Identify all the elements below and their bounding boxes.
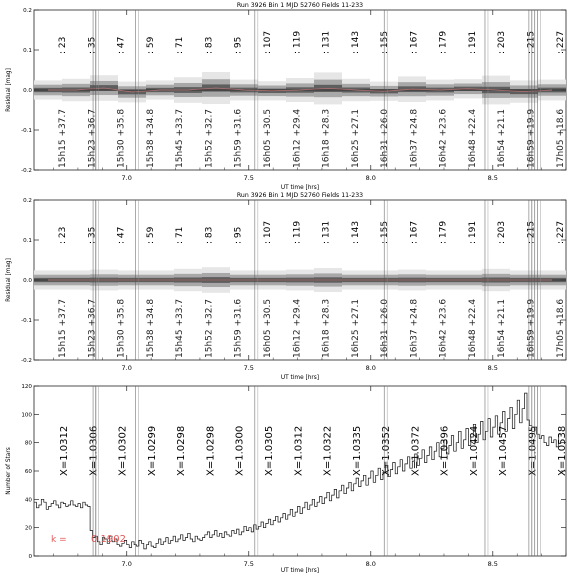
- y-tick-label: -0.2: [21, 168, 32, 174]
- airmass-label: X=1.0302: [117, 425, 129, 476]
- x-tick-label: 7.5: [243, 364, 254, 372]
- y-tick-label: 0.1: [23, 238, 32, 244]
- field-label: : 227: [555, 30, 566, 54]
- y-tick-label: 40: [24, 497, 32, 504]
- field-label: : 23: [57, 226, 68, 244]
- ra-dec-label: 16h25 +27.1: [350, 298, 361, 358]
- field-label: : 95: [233, 226, 244, 244]
- x-axis-label: UT time [hrs]: [280, 375, 320, 381]
- field-label: : 83: [204, 36, 215, 54]
- chart-title: Run 3926 Bin 1 MJD 52760 Fields 11-233: [236, 192, 364, 199]
- k-label: k =: [51, 535, 67, 545]
- panel-2: [6, 192, 566, 381]
- airmass-label: X=1.0300: [234, 425, 246, 476]
- y-axis-label: Residual [mag]: [6, 68, 12, 112]
- ra-dec-label: 16h48 +22.4: [467, 298, 478, 358]
- x-tick-label: 8.0: [365, 364, 376, 372]
- field-label: : 107: [262, 30, 273, 54]
- y-axis-label: Number of Stars: [6, 447, 12, 495]
- field-label: : 23: [57, 36, 68, 54]
- y-tick-label: 0.0: [23, 88, 32, 94]
- x-tick-label: 7.5: [243, 560, 254, 568]
- ra-dec-label: 15h52 +32.7: [204, 298, 215, 358]
- y-tick-label: 0.2: [23, 8, 32, 14]
- airmass-label: X=1.0312: [293, 425, 305, 476]
- field-label: : 155: [380, 220, 391, 244]
- field-label: : 167: [409, 220, 420, 244]
- ra-dec-label: 16h54 +21.1: [497, 298, 508, 358]
- airmass-label: X=1.0322: [322, 425, 334, 476]
- field-label: : 35: [87, 226, 98, 244]
- field-label: : 191: [467, 220, 478, 244]
- ra-dec-label: 16h18 +28.3: [321, 298, 332, 358]
- field-label: : 71: [175, 226, 186, 244]
- field-label: : 47: [116, 226, 127, 244]
- field-label: : 215: [526, 30, 537, 54]
- x-tick-label: 7.0: [121, 364, 132, 372]
- x-tick-label: 8.5: [487, 364, 498, 372]
- field-label: : 203: [497, 30, 508, 54]
- ra-dec-label: 16h37 +24.8: [409, 108, 420, 168]
- ra-dec-label: 16h42 +23.6: [438, 298, 449, 358]
- field-label: : 131: [321, 30, 332, 54]
- ra-dec-label: 15h23 +36.7: [87, 108, 98, 168]
- x-tick-label: 8.5: [487, 174, 498, 182]
- field-label: : 119: [292, 220, 303, 244]
- y-tick-label: -0.1: [21, 128, 32, 134]
- field-label: : 47: [116, 36, 127, 54]
- ra-dec-label: 16h59 +19.9: [526, 298, 537, 358]
- y-tick-label: 60: [24, 469, 32, 475]
- y-tick-label: 0.2: [23, 198, 32, 204]
- field-label: : 143: [350, 220, 361, 244]
- y-tick-label: -0.1: [21, 318, 32, 324]
- ra-dec-label: 16h25 +27.1: [350, 108, 361, 168]
- x-tick-label: 7.5: [243, 174, 254, 182]
- ra-dec-label: 15h45 +33.7: [175, 108, 186, 168]
- ra-dec-label: 15h15 +37.7: [57, 298, 68, 358]
- field-label: : 71: [175, 36, 186, 54]
- ra-dec-label: 16h37 +24.8: [409, 298, 420, 358]
- y-axis-label: Residual [mag]: [6, 258, 12, 302]
- field-label: : 143: [350, 30, 361, 54]
- ra-dec-label: 15h59 +31.6: [233, 298, 244, 358]
- airmass-label: X=1.0424: [468, 425, 480, 476]
- ra-dec-label: 16h59 +19.9: [526, 108, 537, 168]
- y-tick-label: -0.2: [21, 358, 32, 364]
- field-label: : 119: [292, 30, 303, 54]
- ra-dec-label: 16h42 +23.6: [438, 108, 449, 168]
- field-label: : 155: [380, 30, 391, 54]
- ra-dec-label: 15h52 +32.7: [204, 108, 215, 168]
- x-tick-label: 8.5: [487, 560, 498, 568]
- y-tick-label: 80: [24, 440, 32, 447]
- field-label: : 215: [526, 220, 537, 244]
- panel-3: [6, 384, 568, 574]
- field-label: : 179: [438, 220, 449, 244]
- airmass-label: X=1.0396: [439, 425, 451, 476]
- ra-dec-label: 15h38 +34.8: [145, 298, 156, 358]
- k-value: 0.1902: [91, 534, 126, 545]
- field-label: : 191: [467, 30, 478, 54]
- field-label: : 227: [555, 220, 566, 244]
- field-label: : 59: [145, 36, 156, 54]
- ra-dec-label: 15h59 +31.6: [233, 108, 244, 168]
- airmass-label: X=1.0298: [176, 425, 188, 476]
- field-label: : 59: [145, 226, 156, 244]
- airmass-label: X=1.0457: [498, 425, 510, 476]
- field-label: : 35: [87, 36, 98, 54]
- airmass-label: X=1.0298: [205, 425, 217, 476]
- y-tick-label: 20: [24, 525, 32, 532]
- x-axis-label: UT time [hrs]: [280, 185, 320, 191]
- ra-dec-label: 16h48 +22.4: [467, 108, 478, 168]
- ra-dec-label: 15h15 +37.7: [57, 108, 68, 168]
- x-tick-label: 7.0: [121, 560, 132, 568]
- ra-dec-label: 15h45 +33.7: [175, 298, 186, 358]
- x-tick-label: 7.0: [121, 174, 132, 182]
- airmass-label: X=1.0299: [146, 425, 158, 476]
- ra-dec-label: 16h54 +21.1: [497, 108, 508, 168]
- airmass-label: X=1.0352: [381, 425, 393, 476]
- airmass-label: X=1.0305: [263, 425, 275, 476]
- airmass-label: X=1.0335: [351, 425, 363, 476]
- ra-dec-label: 15h30 +35.8: [116, 298, 127, 358]
- field-label: : 179: [438, 30, 449, 54]
- field-label: : 167: [409, 30, 420, 54]
- ra-dec-label: 16h05 +30.5: [262, 108, 273, 168]
- airmass-label: X=1.0495: [527, 425, 539, 476]
- field-label: : 107: [262, 220, 273, 244]
- ra-dec-label: 16h31 +26.0: [380, 298, 391, 358]
- ra-dec-label: 16h12 +29.4: [292, 298, 303, 358]
- ra-dec-label: 16h31 +26.0: [380, 108, 391, 168]
- panel-1: [6, 2, 566, 191]
- ra-dec-label: 16h05 +30.5: [262, 298, 273, 358]
- ra-dec-label: 16h12 +29.4: [292, 108, 303, 168]
- y-tick-label: 100: [21, 412, 32, 419]
- x-tick-label: 8.0: [365, 174, 376, 182]
- airmass-label: X=1.0312: [58, 425, 70, 476]
- airmass-label: X=1.0306: [88, 425, 100, 476]
- x-axis-label: UT time [hrs]: [280, 568, 320, 574]
- ra-dec-label: 16h18 +28.3: [321, 108, 332, 168]
- x-tick-label: 8.0: [365, 560, 376, 568]
- airmass-label: X=1.0372: [410, 425, 422, 476]
- ra-dec-label: 15h38 +34.8: [145, 108, 156, 168]
- chart-title: Run 3926 Bin 1 MJD 52760 Fields 11-233: [236, 2, 364, 9]
- field-label: : 131: [321, 220, 332, 244]
- ra-dec-label: 17h05 +18.6: [555, 108, 566, 168]
- y-tick-label: 0.1: [23, 48, 32, 54]
- y-tick-label: 0: [28, 554, 32, 560]
- y-tick-label: 0.0: [23, 278, 32, 284]
- airmass-label: X=1.0538: [556, 425, 568, 476]
- ra-dec-label: 15h30 +35.8: [116, 108, 127, 168]
- y-tick-label: 120: [21, 384, 32, 390]
- ra-dec-label: 15h23 +36.7: [87, 298, 98, 358]
- field-label: : 203: [497, 220, 508, 244]
- ra-dec-label: 17h05 +18.6: [555, 298, 566, 358]
- field-label: : 83: [204, 226, 215, 244]
- field-label: : 95: [233, 36, 244, 54]
